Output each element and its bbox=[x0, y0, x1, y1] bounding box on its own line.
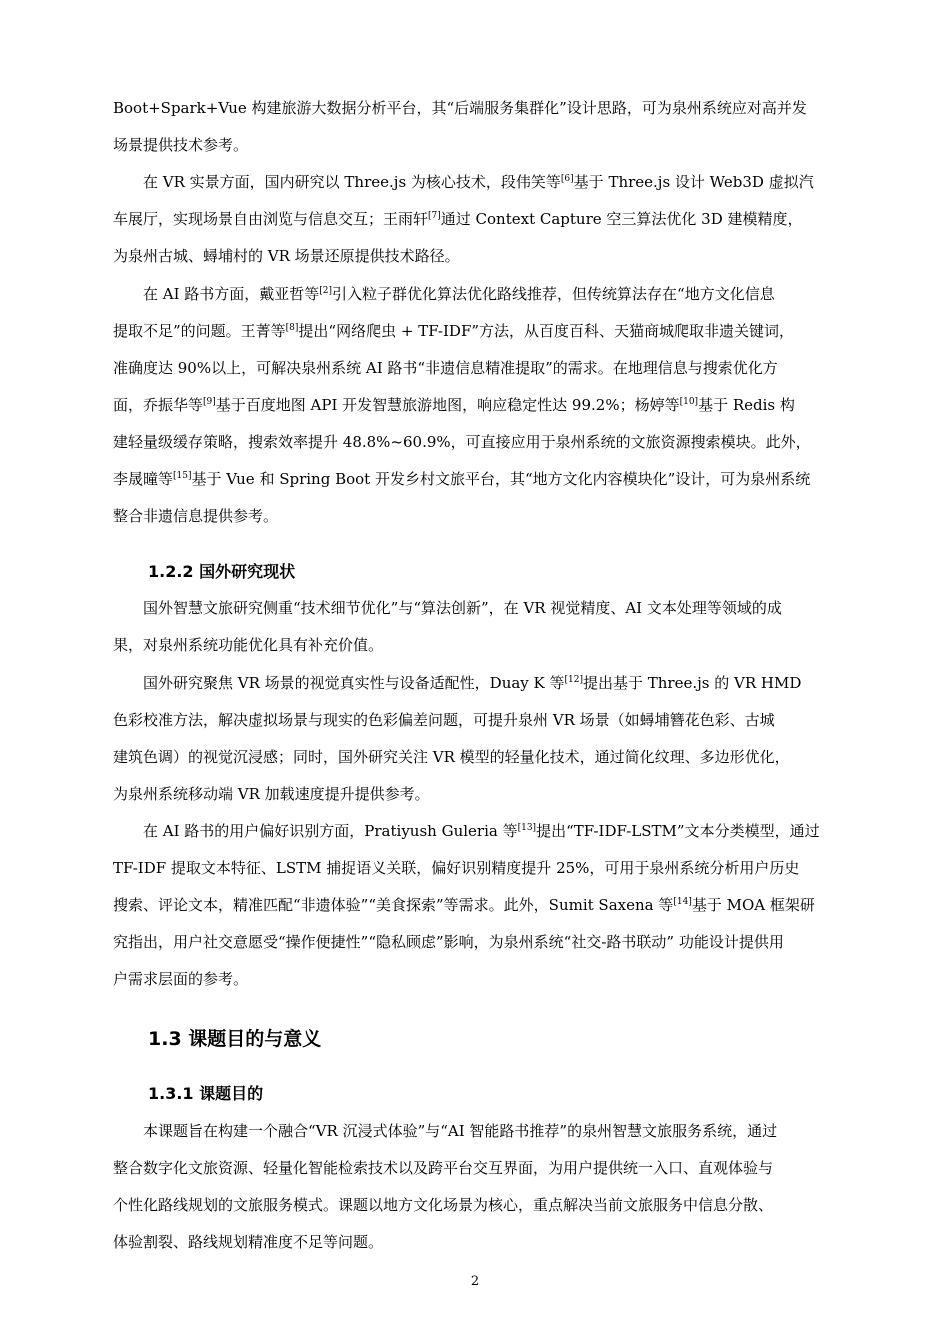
text-line: 个性化路线规划的文旅服务模式。课题以地方文化场景为核心，重点解决当前文旅服务中信息分散、 bbox=[113, 1196, 774, 1214]
citation-ref: [12] bbox=[564, 675, 583, 685]
citation-ref: [6] bbox=[560, 174, 574, 184]
text-line bbox=[113, 201, 850, 238]
citation-ref: [7] bbox=[428, 211, 441, 221]
citation-ref: [9] bbox=[203, 397, 216, 407]
citation-ref: [15] bbox=[173, 471, 192, 481]
text-line: 户需求层面的参考。 bbox=[113, 970, 249, 988]
paragraph-project-purpose bbox=[113, 1113, 850, 1261]
section-heading-1-3: 1.3 课题目的与意义 bbox=[148, 1028, 322, 1050]
text-line bbox=[113, 813, 850, 850]
text-run: 提出基于 Three.js 的 VR HMD bbox=[583, 674, 802, 692]
text-line: TF-IDF 提取文本特征、LSTM 捕捉语义关联，偏好识别精度提升 25%，可用于泉州系统分析用户历史 bbox=[113, 859, 800, 877]
text-line: 体验割裂、路线规划精准度不足等问题。 bbox=[113, 1233, 384, 1251]
text-line bbox=[113, 461, 850, 498]
text-run: 基于百度地图 API 开发智慧旅游地图，响应稳定性达 99.2%；杨婷等 bbox=[215, 396, 680, 414]
text-line: 本课题旨在构建一个融合“VR 沉浸式体验”与“AI 智能路书推荐”的泉州智慧文旅服务系统，通过 bbox=[143, 1122, 778, 1140]
text-run: 在 VR 实景方面，国内研究以 Three.js 为核心技术，段伟笑等 bbox=[143, 173, 561, 191]
text-line bbox=[113, 887, 850, 924]
text-run: 基于 Vue 和 Spring Boot 开发乡村文旅平台，其“地方文化内容模块化”设计，可为泉州系统 bbox=[191, 470, 811, 488]
text-run: 基于 Three.js 设计 Web3D 虚拟汽 bbox=[573, 173, 814, 191]
text-line: 建筑色调）的视觉沉浸感；同时，国外研究关注 VR 模型的轻量化技术，通过简化纹理、多边形优化， bbox=[113, 748, 790, 766]
paragraph-ai-roadbook-foreign bbox=[113, 813, 850, 998]
text-line: 场景提供技术参考。 bbox=[113, 136, 249, 154]
section-heading-1-3-1: 1.3.1 课题目的 bbox=[148, 1084, 264, 1103]
paragraph-platform-reference bbox=[113, 90, 850, 164]
citation-ref: [2] bbox=[319, 286, 333, 296]
text-run: 提出“TF-IDF-LSTM”文本分类模型，通过 bbox=[536, 822, 820, 840]
paragraph-vr-domestic bbox=[113, 164, 850, 275]
paragraph-ai-roadbook-domestic bbox=[113, 276, 850, 535]
text-run: 在 AI 路书方面，戴亚哲等 bbox=[143, 285, 320, 303]
text-line: 果，对泉州系统功能优化具有补充价值。 bbox=[113, 636, 384, 654]
text-run: 国外研究聚焦 VR 场景的视觉真实性与设备适配性，Duay K 等 bbox=[143, 674, 565, 692]
text-line: 为泉州古城、蟳埔村的 VR 场景还原提供技术路径。 bbox=[113, 247, 460, 265]
text-line: 究指出，用户社交意愿受“操作便捷性”“隐私顾虑”影响，为泉州系统“社交-路书联动” 功能设计提供用 bbox=[113, 933, 784, 951]
text-run: 车展厅，实现场景自由浏览与信息交互；王雨轩 bbox=[113, 210, 429, 228]
paragraph-foreign-overview bbox=[113, 590, 850, 664]
citation-ref: [14] bbox=[673, 897, 692, 907]
text-run: 提出“网络爬虫 + TF-IDF”方法，从百度百科、天猫商城爬取非遗关键词， bbox=[298, 322, 795, 340]
text-line: 建轻量级缓存策略，搜索效率提升 48.8%~60.9%，可直接应用于泉州系统的文旅资源搜索模块。此外， bbox=[113, 433, 811, 451]
citation-ref: [8] bbox=[285, 323, 299, 333]
text-run: 基于 MOA 框架研 bbox=[691, 896, 815, 914]
text-line bbox=[113, 387, 850, 424]
text-run: 通过 Context Capture 空三算法优化 3D 建模精度， bbox=[440, 210, 803, 228]
text-line: 色彩校准方法，解决虚拟场景与现实的色彩偏差问题，可提升泉州 VR 场景（如蟳埔簪花色彩、古城 bbox=[113, 711, 775, 729]
text-line: 整合数字化文旅资源、轻量化智能检索技术以及跨平台交互界面，为用户提供统一入口、直观体验与 bbox=[113, 1159, 774, 1177]
text-line bbox=[113, 665, 850, 702]
text-run: 面，乔振华等 bbox=[113, 396, 204, 414]
text-run: 搜索、评论文本，精准匹配“非遗体验”“美食探索”等需求。此外，Sumit Saxena 等 bbox=[113, 896, 674, 914]
citation-ref: [13] bbox=[517, 823, 537, 833]
text-run: 李晟曈等 bbox=[113, 470, 174, 488]
citation-ref: [10] bbox=[679, 397, 699, 407]
text-run: 基于 Redis 构 bbox=[698, 396, 795, 414]
text-run: 引入粒子群优化算法优化路线推荐，但传统算法存在“地方文化信息 bbox=[332, 285, 775, 303]
text-line bbox=[113, 313, 850, 350]
text-run: 在 AI 路书的用户偏好识别方面，Pratiyush Guleria 等 bbox=[143, 822, 518, 840]
text-line: 为泉州系统移动端 VR 加载速度提升提供参考。 bbox=[113, 785, 430, 803]
text-line: 国外智慧文旅研究侧重“技术细节优化”与“算法创新”，在 VR 视觉精度、AI 文本处理等领域的成 bbox=[143, 599, 782, 617]
text-line: 准确度达 90%以上，可解决泉州系统 AI 路书“非遗信息精准提取”的需求。在地理信息与搜索优化方 bbox=[113, 359, 778, 377]
paragraph-vr-foreign bbox=[113, 665, 850, 813]
text-line bbox=[113, 276, 850, 313]
text-line: 整合非遗信息提供参考。 bbox=[113, 507, 279, 525]
text-line bbox=[113, 164, 850, 201]
page-number: 2 bbox=[470, 1274, 480, 1289]
section-heading-1-2-2: 1.2.2 国外研究现状 bbox=[148, 562, 296, 581]
text-line: Boot+Spark+Vue 构建旅游大数据分析平台，其“后端服务集群化”设计思路，可为泉州系统应对高并发 bbox=[113, 99, 807, 117]
text-run: 提取不足”的问题。王菁等 bbox=[113, 322, 286, 340]
